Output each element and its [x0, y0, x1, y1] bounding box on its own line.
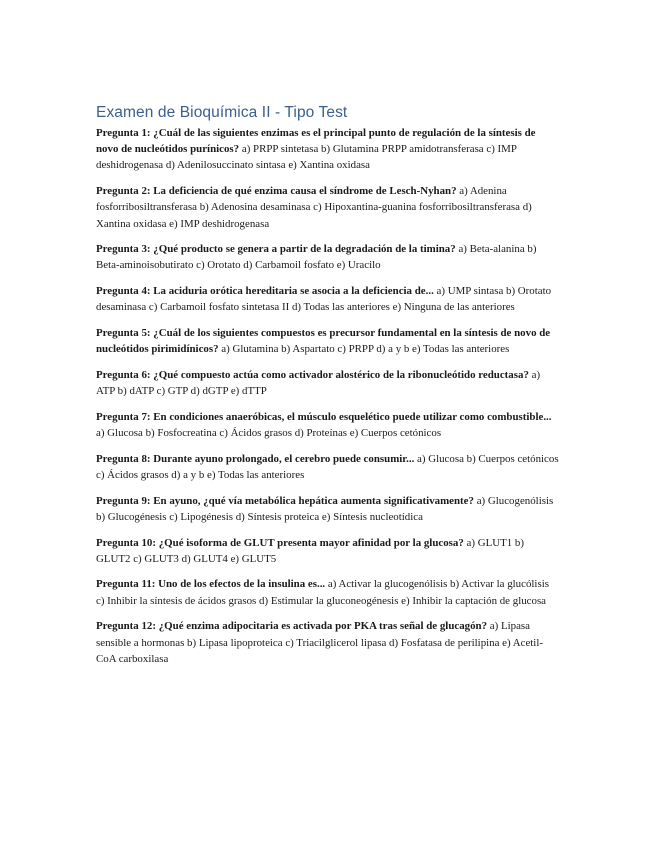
question-list	[96, 125, 559, 667]
question-text: La deficiencia de qué enzima causa el síndrome de Lesch-Nyhan?	[153, 185, 457, 198]
question-text: La aciduria orótica hereditaria se asocia a la deficiencia de...	[153, 285, 434, 298]
question-label: Pregunta 3:	[96, 243, 151, 256]
question-label: Pregunta 9:	[96, 494, 151, 507]
question-label: Pregunta 5:	[96, 327, 151, 340]
document-title: Examen de Bioquímica II - Tipo Test	[96, 104, 348, 121]
question-text: ¿Qué enzima adipocitaria es activada por PKA tras señal de glucagón?	[158, 620, 488, 633]
question-text: ¿Qué compuesto actúa como activador alostérico de la ribonucleótido reductasa?	[153, 368, 529, 381]
question-2	[96, 183, 559, 232]
question-options: a) Glucosa b) Fosfocreatina c) Ácidos grasos d) Proteínas e) Cuerpos cetónicos	[96, 427, 442, 440]
question-label: Pregunta 10:	[96, 536, 156, 549]
question-text: En ayuno, ¿qué vía metabólica hepática aumenta significativamente?	[153, 494, 474, 507]
question-text: ¿Cuál de las siguientes enzimas es el principal punto de regulación de la síntesis de novo de nucleótidos purínicos?	[96, 127, 536, 156]
question-options: a) Lipasa sensible a hormonas b) Lipasa lipoproteica c) Triacilglicerol lipasa d) Fosfatasa de perilipina e) Acetil-CoA carboxilasa	[96, 620, 543, 665]
question-label: Pregunta 6:	[96, 368, 151, 381]
question-3	[96, 241, 559, 273]
question-label: Pregunta 11:	[96, 578, 156, 591]
question-4	[96, 283, 559, 315]
question-options: a) ATP b) dATP c) GTP d) dGTP e) dTTP	[96, 368, 541, 398]
question-7	[96, 409, 559, 441]
question-11	[96, 576, 559, 608]
question-label: Pregunta 8:	[96, 452, 151, 465]
question-10	[96, 535, 559, 567]
question-label: Pregunta 7:	[96, 410, 151, 423]
question-options: a) PRPP sintetasa b) Glutamina PRPP amidotransferasa c) IMP deshidrogenasa d) Adenilosuccinato sintasa e) Xantina oxidasa	[96, 143, 517, 172]
question-label: Pregunta 4:	[96, 285, 151, 298]
question-label: Pregunta 1:	[96, 127, 151, 139]
question-options: a) Adenina fosforribosiltransferasa b) Adenosina desaminasa c) Hipoxantina-guanina fosforribosiltransferasa d) Xantina oxidasa e) IMP deshidrogenasa	[96, 185, 532, 230]
question-label: Pregunta 12:	[96, 620, 156, 633]
question-options: a) UMP sintasa b) Orotato desaminasa c) Carbamoil fosfato sintetasa II d) Todas las anteriores e) Ninguna de las anteriores	[96, 285, 552, 314]
question-options: a) Glucosa b) Cuerpos cetónicos c) Ácidos grasos d) a y b e) Todas las anteriores	[96, 452, 559, 481]
question-text: ¿Qué isoforma de GLUT presenta mayor afinidad por la glucosa?	[158, 536, 464, 549]
question-1	[96, 125, 559, 174]
question-options: a) GLUT1 b) GLUT2 c) GLUT3 d) GLUT4 e) GLUT5	[96, 536, 524, 565]
question-5	[96, 325, 559, 357]
question-options: a) Glucogenólisis b) Glucogénesis c) Lipogénesis d) Síntesis proteica e) Síntesis nucleotídica	[96, 494, 554, 523]
question-options: a) Beta-alanina b) Beta-aminoisobutirato c) Orotato d) Carbamoil fosfato e) Uracilo	[96, 243, 537, 272]
question-text: Uno de los efectos de la insulina es...	[158, 578, 326, 591]
question-12	[96, 618, 559, 667]
question-options: a) Glutamina b) Aspartato c) PRPP d) a y b e) Todas las anteriores	[221, 343, 510, 356]
question-text: ¿Cuál de los siguientes compuestos es precursor fundamental en la síntesis de novo de nucleótidos pirimidínicos?	[96, 327, 551, 356]
question-8	[96, 451, 559, 483]
question-6	[96, 367, 559, 399]
question-text: En condiciones anaeróbicas, el músculo esquelético puede utilizar como combustible...	[153, 410, 552, 423]
question-text: Durante ayuno prolongado, el cerebro puede consumir...	[153, 452, 415, 465]
question-options: a) Activar la glucogenólisis b) Activar la glucólisis c) Inhibir la síntesis de ácidos grasos d) Estimular la gluconeogénesis e) Inhibir la captación de glucosa	[96, 578, 549, 607]
question-9	[96, 493, 559, 525]
question-text: ¿Qué producto se genera a partir de la degradación de la timina?	[153, 243, 456, 256]
question-label: Pregunta 2:	[96, 185, 151, 198]
